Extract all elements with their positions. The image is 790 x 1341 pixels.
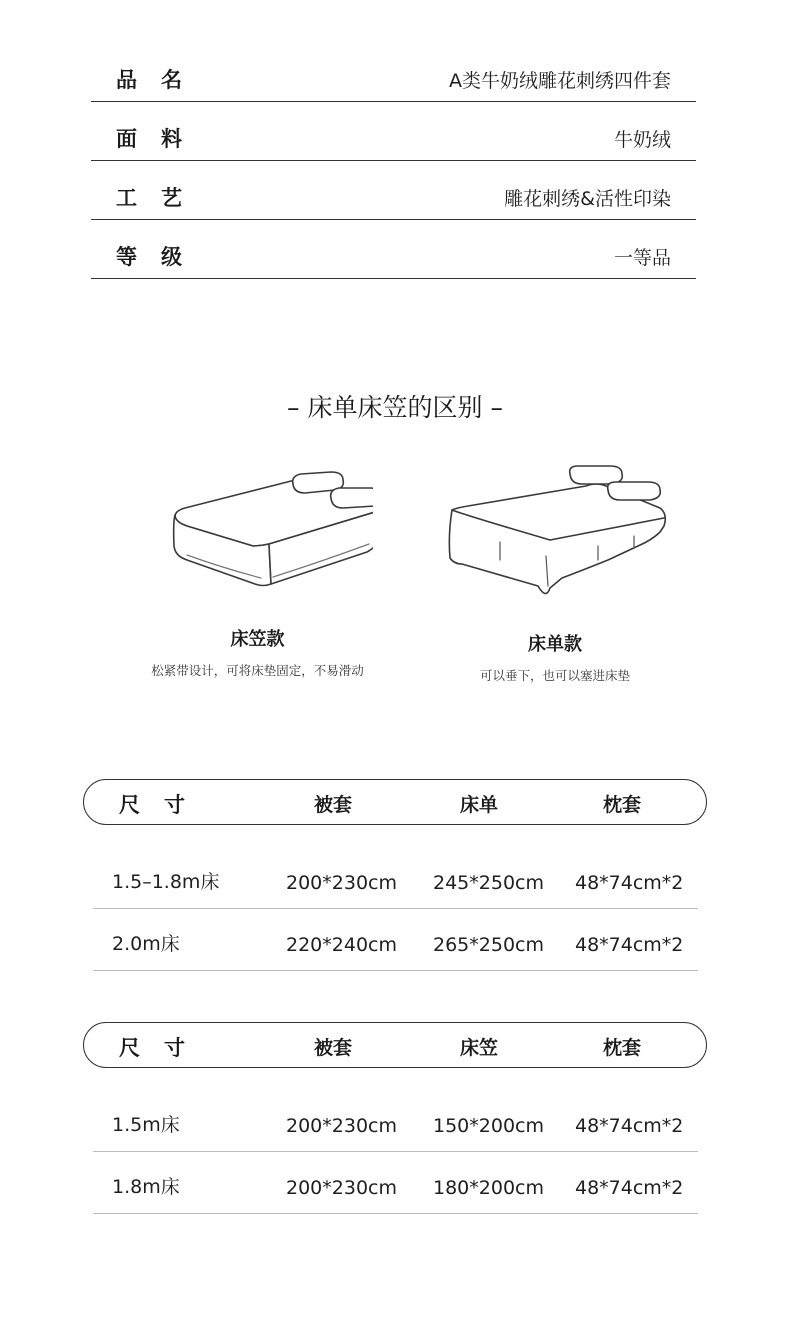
header-size: 尺寸 [119, 1036, 209, 1060]
fitted-bed-illustration [143, 460, 373, 595]
spec-value: 雕花刺绣&活性印染 [504, 188, 671, 210]
bed-flat-name: 床单款 [528, 634, 582, 655]
table-row [93, 1152, 698, 1214]
size-table-fitted-sheet [83, 1022, 707, 1214]
spec-label: 品名 [116, 68, 206, 92]
spec-label: 等级 [116, 245, 206, 269]
spec-row-grade [91, 220, 696, 279]
cell-duvet: 200*230cm [286, 872, 397, 894]
bed-fitted-name: 床笠款 [230, 629, 285, 650]
bed-fitted-desc: 松紧带设计，可将床垫固定，不易滑动 [151, 663, 364, 678]
size-table-body [93, 1090, 698, 1214]
header-pillowcase: 枕套 [603, 1037, 642, 1059]
bed-flat [430, 460, 680, 684]
header-fitted-sheet: 床笠 [460, 1037, 499, 1059]
size-table-flat-sheet [83, 779, 707, 971]
spec-row-name [91, 48, 696, 102]
table-row [93, 847, 698, 909]
spec-label: 面料 [116, 127, 206, 151]
cell-pillow: 48*74cm*2 [575, 1177, 684, 1199]
header-duvet-cover: 被套 [314, 794, 353, 816]
spec-table [91, 48, 696, 279]
cell-size: 2.0m床 [112, 933, 180, 955]
header-sheet: 床单 [460, 794, 499, 816]
cell-size: 1.8m床 [112, 1176, 180, 1198]
cell-fitted: 180*200cm [433, 1177, 544, 1199]
cell-sheet: 265*250cm [433, 934, 544, 956]
section-title: – 床单床笠的区别 – [287, 393, 503, 422]
size-table-body [93, 847, 698, 971]
spec-value: 一等品 [613, 247, 671, 269]
spec-value: 牛奶绒 [613, 129, 671, 151]
cell-duvet: 220*240cm [286, 934, 397, 956]
cell-duvet: 200*230cm [286, 1177, 397, 1199]
spec-row-fabric [91, 102, 696, 161]
spec-value: A类牛奶绒雕花刺绣四件套 [449, 70, 671, 92]
cell-sheet: 245*250cm [433, 872, 544, 894]
cell-pillow: 48*74cm*2 [575, 934, 684, 956]
cell-size: 1.5m床 [112, 1114, 180, 1136]
size-table-header [83, 1022, 707, 1068]
spec-label: 工艺 [116, 186, 206, 210]
bed-fitted [130, 460, 385, 679]
cell-fitted: 150*200cm [433, 1115, 544, 1137]
cell-pillow: 48*74cm*2 [575, 872, 684, 894]
header-pillowcase: 枕套 [603, 794, 642, 816]
flat-bed-illustration [438, 460, 673, 600]
bed-flat-desc: 可以垂下，也可以塞进床垫 [479, 668, 630, 683]
table-row [93, 1090, 698, 1152]
table-row [93, 909, 698, 971]
header-duvet-cover: 被套 [314, 1037, 353, 1059]
spec-row-craft [91, 161, 696, 220]
size-table-header [83, 779, 707, 825]
cell-duvet: 200*230cm [286, 1115, 397, 1137]
cell-pillow: 48*74cm*2 [575, 1115, 684, 1137]
cell-size: 1.5–1.8m床 [112, 871, 220, 893]
header-size: 尺寸 [119, 793, 209, 817]
